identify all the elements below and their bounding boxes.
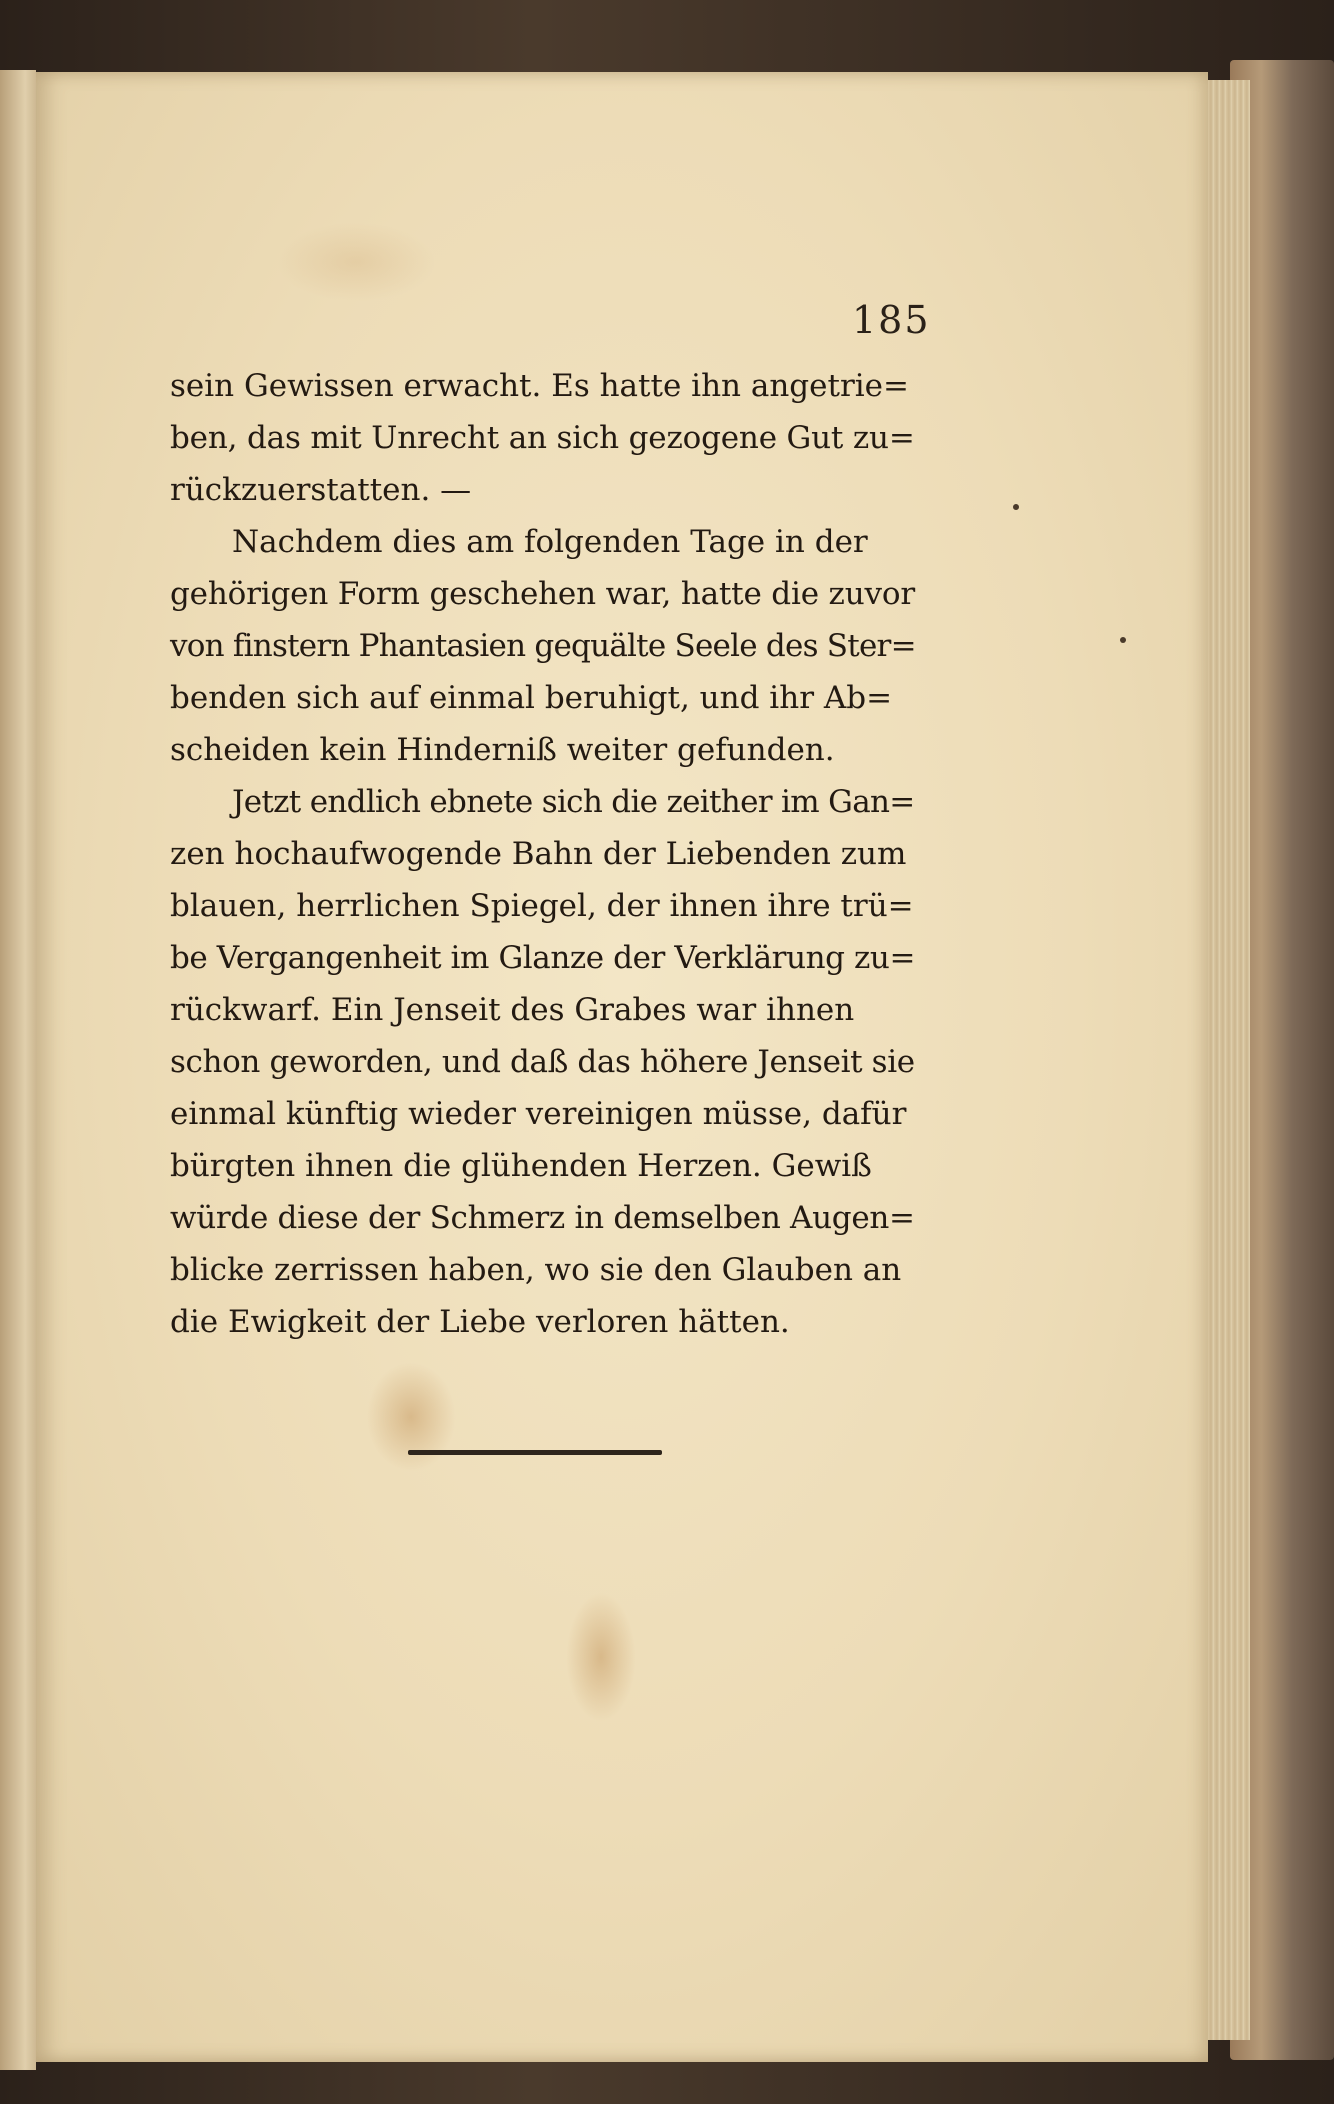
- text-line: zen hochaufwogende Bahn der Liebenden zum: [170, 836, 907, 872]
- text-line: von finstern Phantasien gequälte Seele des Ster=: [170, 628, 916, 664]
- text-line: blauen, herrlichen Spiegel, der ihnen ihre trü=: [170, 888, 914, 924]
- text-line: ben, das mit Unrecht an sich gezogene Gut zu=: [170, 420, 915, 456]
- page-number: 185: [852, 298, 931, 342]
- text-line: Jetzt endlich ebnete sich die zeither im Gan=: [232, 784, 915, 820]
- margin-mark: [1120, 637, 1126, 643]
- body-text: [170, 360, 915, 1348]
- text-line: einmal künftig wieder vereinigen müsse, dafür: [170, 1096, 907, 1132]
- stain-mark: [566, 1592, 636, 1722]
- text-line: sein Gewissen erwacht. Es hatte ihn angetrie=: [170, 368, 910, 404]
- text-line: be Vergangenheit im Glanze der Verklärung zu=: [170, 940, 916, 976]
- paragraph: [170, 360, 915, 516]
- text-line: Nachdem dies am folgenden Tage in der: [232, 524, 868, 560]
- text-line: rückwarf. Ein Jenseit des Grabes war ihnen: [170, 992, 855, 1028]
- text-line: schon geworden, und daß das höhere Jenseit sie: [170, 1044, 915, 1080]
- stain-mark: [276, 222, 436, 302]
- text-line: bürgten ihnen die glühenden Herzen. Gewiß: [170, 1148, 872, 1184]
- text-line: rückzuerstatten. —: [170, 472, 472, 508]
- text-line: gehörigen Form geschehen war, hatte die zuvor: [170, 576, 915, 612]
- text-line: benden sich auf einmal beruhigt, und ihr Ab=: [170, 680, 893, 716]
- stain-mark: [366, 1362, 456, 1472]
- text-line: die Ewigkeit der Liebe verloren hätten.: [170, 1304, 790, 1340]
- closing-rule: [408, 1450, 662, 1455]
- margin-mark: [1013, 504, 1019, 510]
- paragraph: [170, 776, 915, 1348]
- facing-page-edge: [0, 70, 36, 2070]
- text-line: blicke zerrissen haben, wo sie den Glauben an: [170, 1252, 902, 1288]
- text-line: würde diese der Schmerz in demselben Augen=: [170, 1200, 915, 1236]
- text-line: scheiden kein Hinderniß weiter gefunden.: [170, 732, 835, 768]
- paragraph: [170, 516, 915, 776]
